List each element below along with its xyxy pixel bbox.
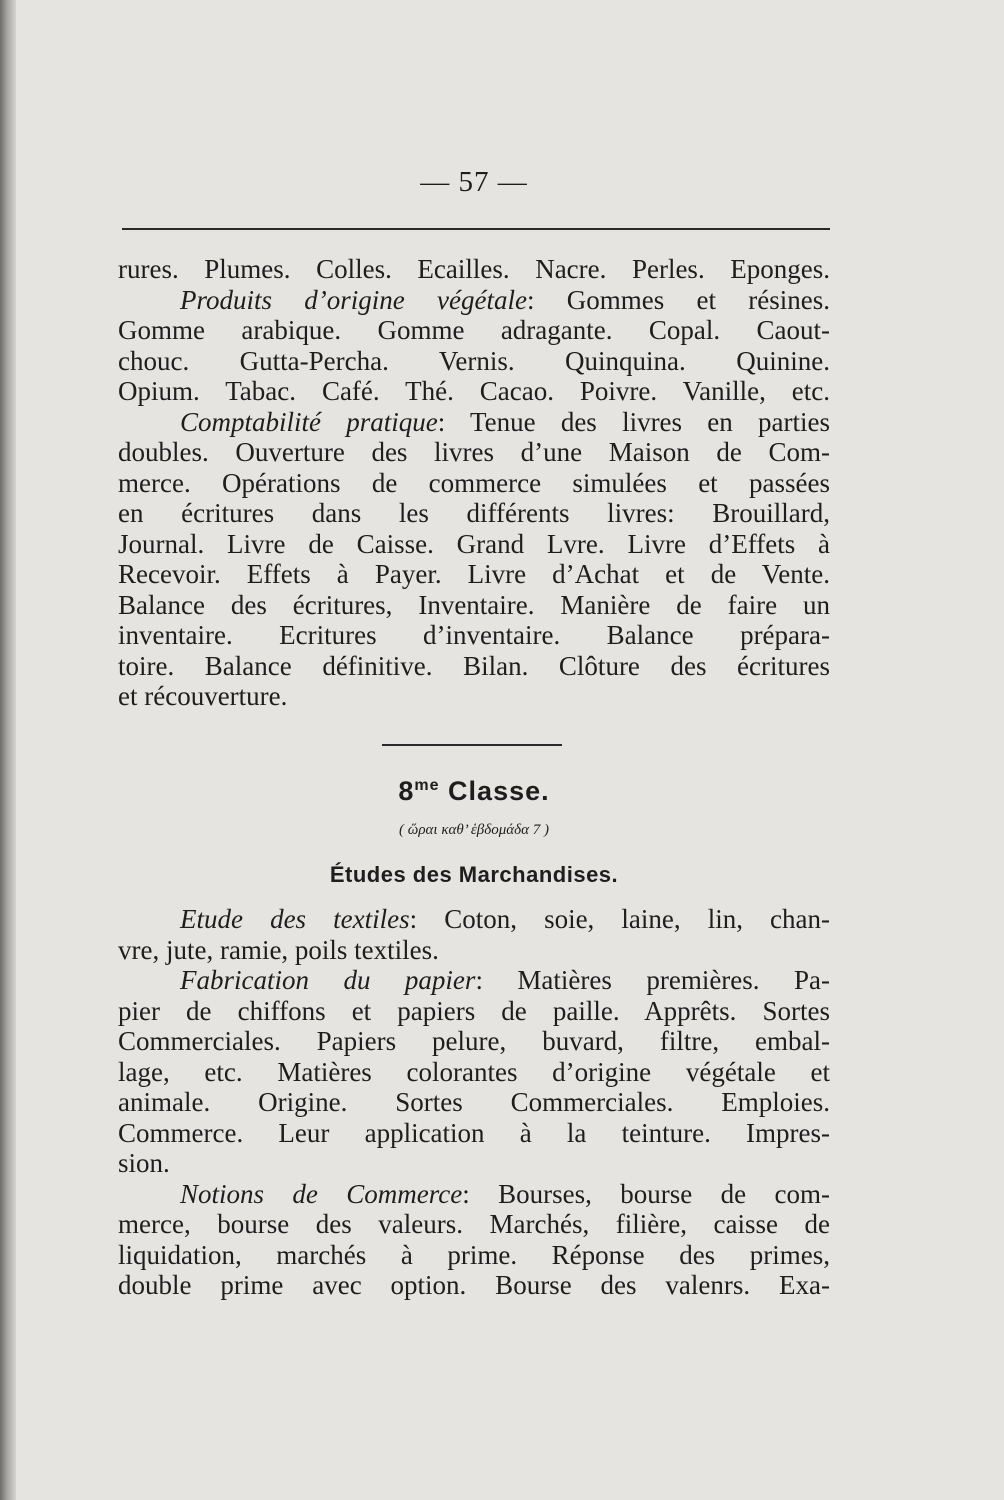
paragraph-comptabilite: [118, 407, 830, 438]
text-line: double prime avec option. Bourse des valenrs. Exa-: [118, 1270, 830, 1300]
text-line: doubles. Ouverture des livres d’une Maison de Com-: [118, 437, 830, 467]
paragraph-heading: Etude des textiles: [180, 904, 410, 934]
top-text-block: [118, 254, 830, 712]
class-number-superscript: me: [414, 777, 440, 794]
text-line: Journal. Livre de Caisse. Grand Lvre. Livre d’Effets à: [118, 528, 830, 559]
paragraph-heading: Comptabilité pratique: [180, 406, 438, 437]
text-line: : Matières premières. Pa-: [475, 965, 830, 995]
text-line: en écritures dans les différents livres: Brouillard,: [118, 498, 830, 528]
class-number: 8: [398, 776, 415, 806]
text-line: Opium. Tabac. Café. Thé. Cacao. Poivre. Vanille, etc.: [118, 376, 830, 406]
class-title: Classe.: [448, 776, 550, 806]
text-line: Balance des écritures, Inventaire. Manière de faire un: [118, 589, 830, 620]
paragraph-heading: Notions de Commerce: [180, 1178, 463, 1209]
text-line: Commerciales. Papiers pelure, buvard, filtre, embal-: [118, 1026, 830, 1056]
book-spine-shadow: [0, 0, 16, 1500]
text-line: Gomme arabique. Gomme adragante. Copal. Caout-: [118, 315, 830, 345]
text-line: Commerce. Leur application à la teinture. Impres-: [118, 1117, 830, 1148]
bottom-text-block: [118, 904, 830, 1301]
book-page: [118, 0, 830, 1500]
paragraph-papier: [118, 965, 830, 996]
text-line: et récouverture.: [118, 681, 288, 711]
section-divider: [382, 744, 562, 746]
text-line: : Coton, soie, laine, lin, chan-: [409, 904, 830, 934]
page-number: — 57 —: [420, 166, 528, 198]
section-heading: Études des Marchandises.: [329, 862, 619, 887]
paragraph-heading: Produits d’origine végétale: [180, 284, 527, 315]
text-line: liquidation, marchés à prime. Réponse des primes,: [118, 1239, 830, 1270]
paragraph-notions: [118, 1179, 830, 1210]
text-line: toire. Balance définitive. Bilan. Clôture des écritures: [118, 650, 830, 681]
text-line: sion.: [118, 1148, 170, 1178]
text-line: : Gommes et résines.: [526, 284, 830, 315]
text-line: pier de chiffons et papiers de paille. Apprêts. Sortes: [118, 995, 830, 1026]
text-line: lage, etc. Matières colorantes d’origine végétale et: [118, 1056, 830, 1087]
text-line: rures. Plumes. Colles. Ecailles. Nacre. Perles. Eponges.: [118, 254, 830, 284]
text-line: merce, bourse des valeurs. Marchés, filière, caisse de: [118, 1209, 830, 1239]
text-line: inventaire. Ecritures d’inventaire. Balance prépara-: [118, 620, 830, 650]
text-line: animale. Origine. Sortes Commerciales. Emploies.: [118, 1087, 830, 1117]
paragraph-heading: Fabrication du papier: [180, 965, 476, 995]
text-line: : Tenue des livres en parties: [437, 406, 830, 437]
text-line: : Bourses, bourse de com-: [462, 1178, 830, 1209]
header-rule: [122, 228, 830, 230]
text-line: vre, jute, ramie, poils textiles.: [118, 934, 439, 965]
hours-per-week: ( ὥραι καθ’ ἑβδομάδα 7 ): [399, 822, 549, 838]
text-line: chouc. Gutta-Percha. Vernis. Quinquina. Quinine.: [118, 345, 830, 376]
paragraph-produits: [118, 285, 830, 316]
text-line: Recevoir. Effets à Payer. Livre d’Achat et de Vente.: [118, 559, 830, 589]
paragraph-textiles: [118, 904, 830, 935]
class-heading: [118, 776, 830, 807]
text-line: merce. Opérations de commerce simulées et passées: [118, 467, 830, 498]
